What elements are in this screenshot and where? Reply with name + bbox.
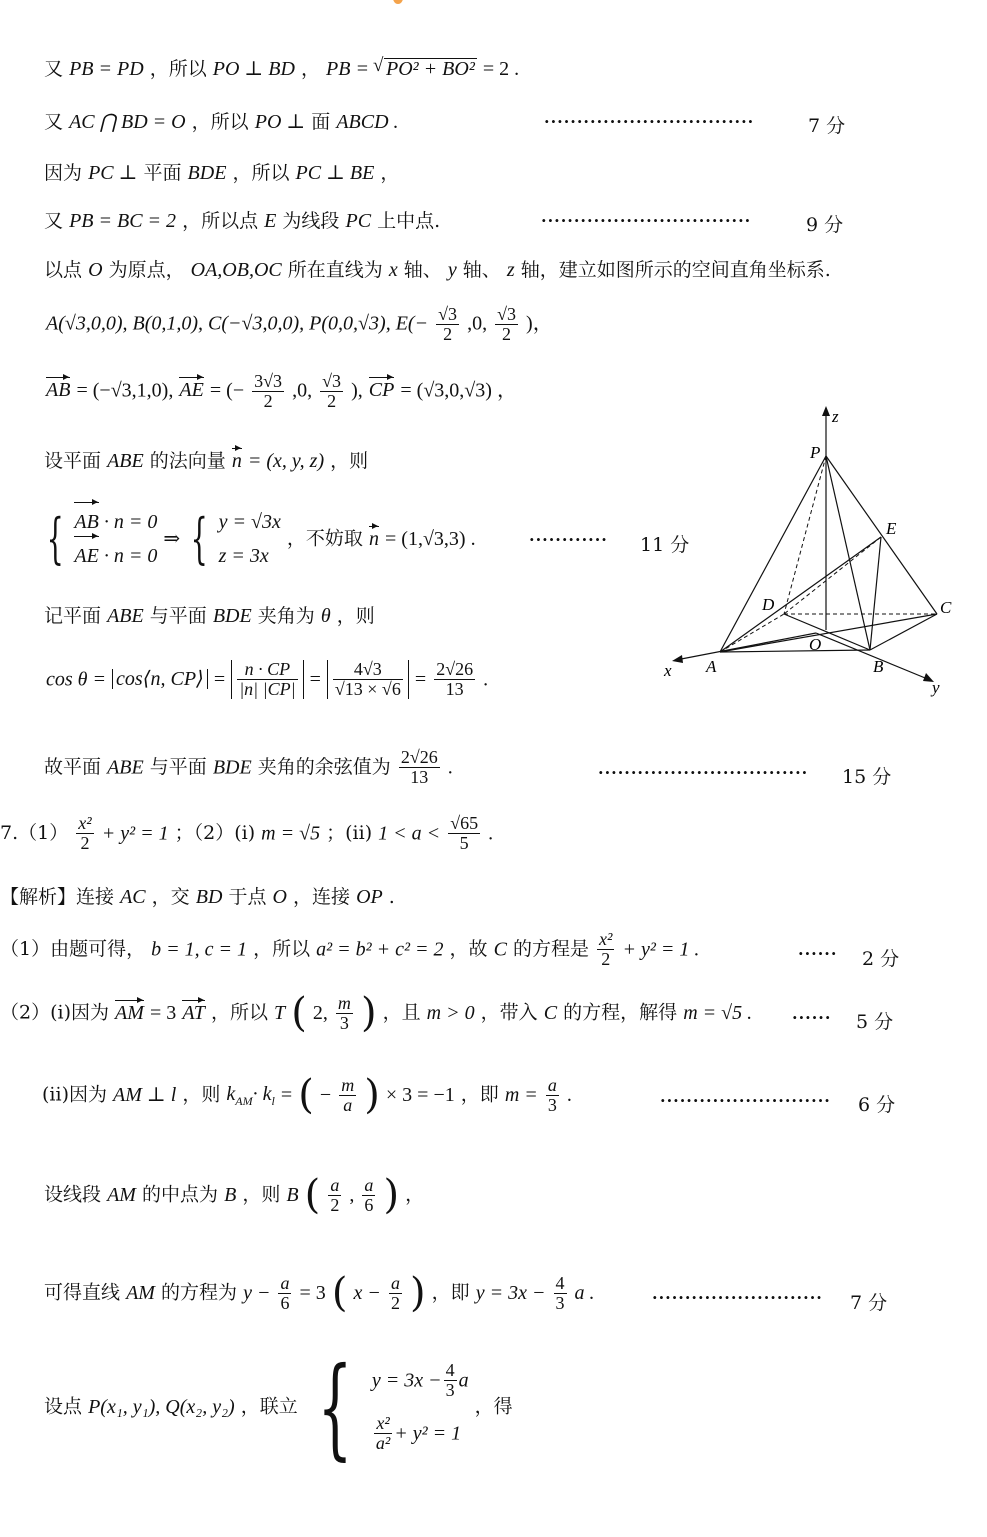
line-16 [0, 990, 753, 1036]
text: 又 [44, 210, 64, 232]
math: = (− [209, 379, 245, 402]
text: 平面 [143, 162, 182, 184]
text: 为线段 [282, 210, 340, 232]
denominator: 2 [263, 390, 273, 411]
label-A: A [706, 657, 717, 676]
label-P: P [810, 443, 821, 462]
line-20 [44, 1343, 513, 1471]
line-12 [44, 748, 453, 787]
fraction [399, 748, 440, 787]
fraction [597, 930, 614, 969]
math: m > 0 [426, 1002, 475, 1024]
math: = (√3,0,√3) ， [400, 379, 517, 402]
math: PO ⊥ BD [212, 58, 295, 80]
math: + y² = 1 . [622, 938, 700, 961]
math: = [213, 668, 226, 691]
math: = 3 [299, 1282, 326, 1304]
math: y [447, 259, 457, 281]
numerator: a [364, 1174, 374, 1195]
math: OP [356, 886, 383, 908]
line-7-vectors [46, 372, 517, 411]
text: . [388, 886, 395, 908]
fraction [554, 1274, 567, 1313]
denominator: 3 [555, 1292, 565, 1313]
text: 设平面 [44, 450, 102, 472]
numerator: m [341, 1074, 355, 1095]
left-brace: { [190, 507, 208, 570]
text: 的方程为 [161, 1281, 238, 1304]
text: 因为 [44, 162, 83, 184]
math: z [506, 259, 515, 281]
text: （1）由题可得， [0, 937, 146, 960]
math: 2, [312, 1002, 328, 1024]
math: = (−√3,1,0), [76, 379, 174, 402]
fraction [336, 994, 353, 1033]
math: a [458, 1369, 469, 1392]
text: ， [380, 162, 400, 184]
math: AC ⋂ BD = O [69, 111, 186, 133]
absolute-value [231, 660, 303, 699]
math: = [414, 668, 427, 691]
math: PC ⊥ [88, 162, 138, 184]
denominator: |n| |CP| [239, 678, 296, 699]
math: + y² = 1 [394, 1422, 462, 1445]
label-B: B [873, 657, 884, 676]
math: ABCD . [336, 111, 399, 133]
math: C [493, 938, 507, 961]
denominator: 2 [330, 1194, 340, 1215]
math: y = √3x [218, 511, 281, 533]
paren-close: ) [409, 1270, 426, 1316]
math: PB = [326, 58, 369, 80]
text: ，所以点 [182, 210, 259, 232]
math: O [88, 259, 103, 281]
fraction [252, 372, 284, 411]
math: = [309, 668, 321, 691]
math: , [349, 1184, 355, 1206]
paren-open: ( [298, 1072, 314, 1118]
text: ，所以 [149, 58, 207, 80]
fraction [546, 1076, 559, 1115]
numerator: √65 [450, 813, 479, 833]
math: PC [345, 210, 372, 232]
line-9-system [42, 505, 476, 573]
absolute-value [327, 660, 409, 699]
text: ，带入 [480, 1001, 538, 1024]
system-equations [372, 1361, 469, 1453]
line-17 [42, 1072, 572, 1118]
edge-ED [784, 537, 881, 614]
score-mark: 7 分 [808, 115, 846, 137]
text: ，所以 [210, 1001, 268, 1024]
math: BD [195, 886, 223, 908]
denominator: 2 [327, 390, 337, 411]
edge-DB [784, 614, 870, 650]
edge-PB [826, 456, 870, 650]
score-mark: 15 分 [842, 766, 892, 788]
text: 的方程是 [512, 937, 589, 960]
fraction [339, 1076, 356, 1115]
score-leader: ············ [529, 530, 608, 549]
fraction [436, 305, 459, 344]
text: 的中点为 [142, 1183, 219, 1206]
math: − [319, 1084, 332, 1106]
line-1 [44, 58, 519, 79]
text: 以点 [44, 259, 83, 281]
math: B [286, 1184, 299, 1206]
denominator: a [343, 1094, 353, 1115]
math: BDE [212, 756, 252, 779]
text: 与平面 [149, 605, 207, 627]
edge-PC [826, 456, 937, 614]
slope-product [226, 1082, 275, 1108]
text: 的法向量 [149, 450, 226, 472]
math: . [566, 1084, 572, 1106]
math: OA,OB,OC [190, 259, 282, 281]
text: ， [300, 58, 320, 80]
vector: AB [46, 379, 71, 402]
math: PB = PD [69, 58, 144, 80]
text: 轴、 [403, 259, 442, 281]
denominator: 2 [80, 832, 90, 853]
fraction [237, 660, 297, 699]
vector: n [368, 528, 379, 550]
numerator: a [390, 1272, 400, 1293]
score-leader: ······ [798, 944, 838, 963]
score-mark: 7 分 [850, 1292, 888, 1314]
z-axis-arrow [822, 406, 830, 416]
score-leader: ································ [541, 211, 752, 230]
denominator: 2 [601, 948, 611, 969]
math: = [280, 1084, 293, 1106]
text: 为原点， [108, 259, 185, 281]
math: AM ⊥ l [113, 1084, 177, 1106]
math: y = 3x − [475, 1282, 546, 1304]
math: BDE [212, 605, 252, 627]
subscript: l [271, 1093, 275, 1108]
sqrt-expression: √ PO² + BO² [384, 58, 477, 79]
line-11-cosine [46, 660, 488, 699]
fraction [320, 372, 343, 411]
fraction [434, 660, 475, 699]
text: （2）(i)因为 [0, 1001, 109, 1024]
denominator: 3 [547, 1094, 557, 1115]
edge-AB [720, 650, 870, 652]
numerator: √3 [438, 304, 458, 324]
line-4 [44, 211, 440, 231]
subscript: AM [235, 1093, 253, 1108]
vector: AE [179, 379, 204, 402]
math: 1 < a < [378, 822, 441, 845]
label-x: x [664, 661, 672, 680]
text: ，交 [151, 886, 190, 908]
math: . [483, 668, 489, 691]
line-3 [44, 163, 399, 183]
fraction [328, 1176, 341, 1215]
math: a² = b² + c² = 2 [316, 938, 444, 961]
math: = 2 . [482, 58, 520, 80]
text: ，所以 [232, 162, 290, 184]
numerator: 4√3 [333, 660, 403, 680]
text: ， [405, 1183, 425, 1206]
line-2 [44, 112, 399, 132]
numerator: 4 [555, 1272, 565, 1293]
fraction [495, 305, 518, 344]
text: ，得 [474, 1395, 513, 1418]
text: ；(ii) [326, 821, 373, 844]
math: × 3 = −1 [385, 1084, 455, 1106]
denominator: √13 × √6 [334, 678, 401, 699]
text: ，则 [336, 605, 375, 627]
paren-open: ( [331, 1270, 348, 1316]
math: C [543, 1002, 558, 1024]
fraction [389, 1274, 402, 1313]
math: k [226, 1082, 236, 1105]
line-5 [44, 260, 831, 280]
numerator: x² [374, 1414, 392, 1434]
math: z = 3x [218, 545, 269, 567]
text: ，则 [242, 1183, 281, 1206]
numerator: √3 [497, 304, 516, 324]
math: = 3 [149, 1002, 177, 1024]
line-13-answer [0, 814, 493, 853]
math: m = [504, 1084, 538, 1106]
math: B [224, 1184, 237, 1206]
math: AC [120, 886, 146, 908]
denominator: 2 [502, 323, 512, 344]
edge-EB [870, 537, 881, 650]
math: P(x₁, y₁), Q(x₂, y₂) [88, 1396, 235, 1418]
text: 设点 [44, 1395, 83, 1418]
math: y − [243, 1282, 271, 1304]
text: ，即 [460, 1083, 499, 1106]
label-y: y [932, 678, 940, 697]
denominator: a² [375, 1432, 391, 1453]
paren-open: ( [291, 990, 307, 1036]
edge-PD [784, 456, 826, 614]
math: . [488, 822, 494, 845]
denominator: 6 [280, 1292, 290, 1313]
score-leader: ·························· [660, 1091, 831, 1110]
text: 记平面 [44, 605, 102, 627]
math: cos⟨n, CP⟩ [116, 668, 204, 691]
denominator: 3 [445, 1380, 455, 1401]
text: 轴、 [462, 259, 501, 281]
math: = (1,√3,3) . [385, 528, 476, 550]
numerator: m [337, 992, 351, 1013]
score-mark: 6 分 [858, 1094, 896, 1116]
vector: AB [74, 505, 98, 539]
x-axis-arrow [672, 655, 683, 663]
math: AM [126, 1282, 155, 1304]
score-leader: ······ [792, 1008, 832, 1027]
numerator: a [330, 1174, 340, 1195]
math: m = √5 . [683, 1002, 753, 1024]
math: a . [574, 1282, 595, 1304]
math: ABE [107, 605, 144, 627]
text: 面 [311, 111, 331, 133]
text: 又 [44, 58, 64, 80]
left-brace: { [46, 507, 64, 570]
score-mark: 11 分 [640, 534, 690, 556]
text: ，联立 [240, 1395, 298, 1418]
fraction [444, 1361, 457, 1400]
math: x [388, 259, 398, 281]
math: = (x, y, z) [247, 450, 325, 472]
math: ,0, [467, 312, 488, 335]
denominator: 5 [459, 832, 469, 853]
text: 可得直线 [44, 1281, 121, 1304]
text: ，即 [431, 1281, 470, 1304]
math: O [272, 886, 287, 908]
text: ，则 [182, 1083, 221, 1106]
fraction [76, 814, 93, 853]
text: (ii)因为 [42, 1083, 107, 1106]
math: m = √5 [261, 822, 321, 845]
text: ，所以 [253, 937, 311, 960]
fraction [448, 814, 480, 853]
score-mark: 9 分 [806, 214, 844, 236]
fraction [374, 1414, 392, 1453]
label-O: O [809, 635, 822, 654]
denominator: 13 [445, 678, 464, 699]
text: 所在直线为 [287, 259, 383, 281]
vector: n [231, 450, 242, 472]
math: ,0, [292, 379, 313, 402]
text: 【解析】连接 [0, 886, 115, 908]
math: A(√3,0,0), B(0,1,0), C(−√3,0,0), P(0,0,√3), E(− [46, 312, 429, 335]
score-mark: 2 分 [862, 948, 900, 970]
text: 轴，建立如图所示的空间直角坐标系. [520, 259, 831, 281]
numerator: 2√26 [436, 659, 474, 679]
math: ), [351, 379, 363, 402]
vector: CP [368, 379, 395, 402]
text: 夹角的余弦值为 [257, 755, 391, 778]
text: ，且 [382, 1001, 421, 1024]
numerator: √3 [322, 371, 342, 391]
numerator: a [547, 1074, 557, 1095]
line-15 [0, 930, 699, 969]
text: 夹角为 [257, 605, 315, 627]
text: ，所以 [191, 111, 249, 133]
numerator: x² [78, 813, 92, 833]
left-brace: { [317, 1343, 353, 1471]
text: 7.（1） [0, 821, 69, 844]
math: ABE [107, 756, 144, 779]
text: ，故 [449, 937, 488, 960]
paren-close: ) [360, 990, 377, 1036]
math: AM [107, 1184, 136, 1206]
numerator: 2√26 [400, 747, 438, 767]
text: 又 [44, 111, 64, 133]
math: · k [252, 1082, 272, 1105]
math: θ [320, 605, 331, 627]
math: x − [353, 1282, 381, 1304]
numerator: 3√3 [254, 371, 283, 391]
absolute-value [112, 669, 208, 689]
fraction [278, 1274, 291, 1313]
vector: AM [115, 1002, 144, 1024]
top-marker [393, 0, 403, 4]
text: ，则 [330, 450, 369, 472]
text: 上中点. [377, 210, 441, 232]
math: cos θ = [46, 668, 106, 691]
pyramid-figure [660, 400, 960, 700]
text: ，不妨取 [286, 527, 363, 550]
math: + y² = 1 [101, 822, 169, 845]
text: 的方程，解得 [563, 1001, 678, 1024]
label-E: E [886, 519, 897, 538]
system-equations [219, 505, 281, 573]
math: · n = 0 [103, 511, 158, 533]
implies-arrow: ⇒ [163, 528, 181, 550]
line-19 [44, 1270, 595, 1316]
line-10 [44, 606, 375, 626]
numerator: x² [599, 929, 613, 949]
text: 设线段 [44, 1183, 102, 1206]
math: PB = BC = 2 [69, 210, 177, 232]
numerator: a [280, 1272, 290, 1293]
math: BDE [187, 162, 227, 184]
math: )， [526, 312, 553, 335]
math: PO ⊥ [254, 111, 306, 133]
denominator: 2 [443, 323, 453, 344]
line-6-coordinates [46, 305, 553, 344]
score-mark: 5 分 [856, 1011, 894, 1033]
denominator: 3 [339, 1012, 349, 1033]
math: T [274, 1002, 286, 1024]
label-z: z [832, 407, 839, 426]
denominator: 6 [364, 1194, 374, 1215]
text: ；（2）(i) [174, 821, 256, 844]
text: 与平面 [149, 755, 207, 778]
denominator: 2 [390, 1292, 400, 1313]
numerator: n · CP [237, 660, 297, 680]
score-leader: ·························· [652, 1288, 823, 1307]
text: ，连接 [293, 886, 351, 908]
paren-open: ( [304, 1172, 321, 1218]
fraction [362, 1176, 375, 1215]
line-8 [44, 451, 368, 471]
math: E [264, 210, 277, 232]
paren-close: ) [383, 1172, 400, 1218]
math: b = 1, c = 1 [151, 938, 248, 961]
line-14 [0, 887, 395, 907]
score-leader: ································ [598, 763, 809, 782]
text: 故平面 [44, 755, 102, 778]
denominator: 13 [410, 766, 429, 787]
edge-PA [720, 456, 826, 652]
math: . [447, 756, 453, 779]
vector: AT [182, 1002, 205, 1024]
system-equations [74, 505, 157, 573]
label-D: D [762, 595, 775, 614]
fraction [333, 660, 403, 699]
label-C: C [940, 598, 952, 617]
paren-close: ) [364, 1072, 380, 1118]
math: PC ⊥ BE [295, 162, 375, 184]
numerator: 4 [445, 1360, 455, 1381]
math: · n = 0 [103, 545, 158, 567]
math: ABE [107, 450, 144, 472]
line-18 [44, 1172, 425, 1218]
math: y = 3x − [371, 1369, 442, 1392]
vector: AE [74, 539, 98, 573]
text: 于点 [228, 886, 267, 908]
score-leader: ································ [544, 112, 755, 131]
